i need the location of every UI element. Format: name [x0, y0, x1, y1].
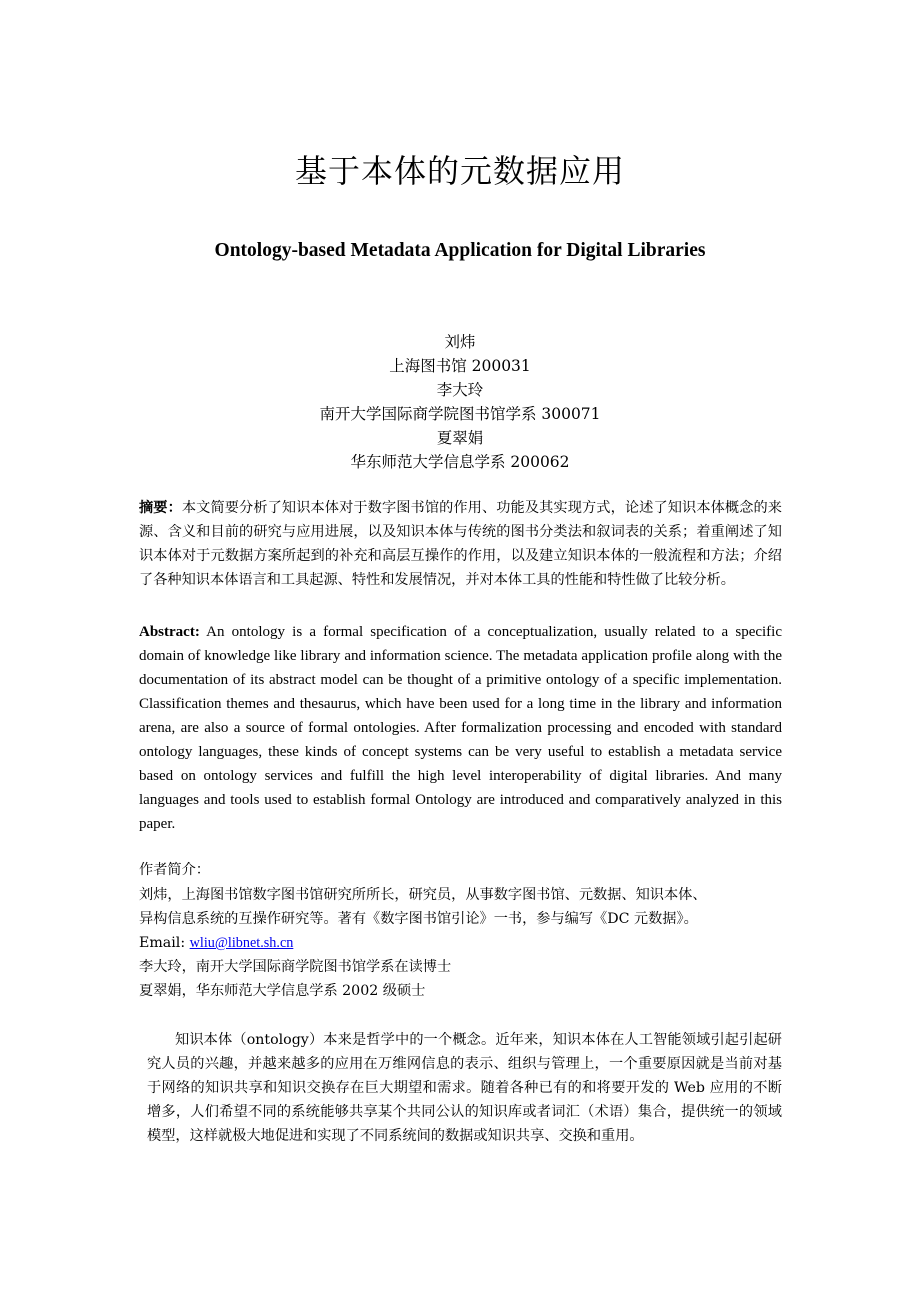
author-bio-line: 夏翠娟，华东师范大学信息学系 2002 级硕士 [139, 983, 426, 999]
author-name: 夏翠娟 [436, 429, 484, 447]
author-bio-line: 刘炜，上海图书馆数字图书馆研究所所长，研究员，从事数字图书馆、元数据、知识本体、 [139, 887, 707, 903]
author-bio-heading: 作者简介： [139, 862, 210, 878]
author-affiliation: 华东师范大学信息学系 200062 [350, 453, 570, 471]
email-link[interactable]: wliu@libnet.sh.cn [189, 935, 294, 951]
intro-paragraph: 知识本体（ontology）本来是哲学中的一个概念。近年来，知识本体在人工智能领域引起引起研究人员的兴趣，并越来越多的应用在万维网信息的表示、组织与管理上，一个重要原因就是当前对基于网络的知识共享和知识交换存在巨大期望和需求。随着各种已有的和将要开发的 Web 应用的不断增多，人们希望不同的系统能够共享某个共同公认的知识库或者词汇（术语）集合，提供统一的领域模型，这样就极大地促进和实现了不同系统间的数据或知识共享、交换和重用。 [147, 1032, 782, 1144]
abstract-english [139, 620, 782, 836]
abstract-chinese-text: 本文简要分析了知识本体对于数字图书馆的作用、功能及其实现方式，论述了知识本体概念的来源、含义和目前的研究与应用进展，以及知识本体与传统的图书分类法和叙词表的关系；着重阐述了知识本体对于元数据方案所起到的补充和高层互操作的作用，以及建立知识本体的一般流程和方法；介绍了各种知识本体语言和工具起源、特性和发展情况，并对本体工具的性能和特性做了比较分析。 [139, 500, 782, 588]
author-bio-section [139, 858, 782, 1003]
abstract-english-label: Abstract: [139, 624, 200, 640]
author-affiliation: 南开大学国际商学院图书馆学系 300071 [319, 405, 601, 423]
author-bio-line: 异构信息系统的互操作研究等。著有《数字图书馆引论》一书，参与编写《DC 元数据》。 [139, 911, 698, 927]
author-affiliations [0, 330, 920, 474]
author-bio-line: 李大玲，南开大学国际商学院图书馆学系在读博士 [139, 959, 452, 975]
paper-title-chinese: 基于本体的元数据应用 [294, 152, 625, 190]
author-name: 刘炜 [444, 333, 476, 351]
abstract-english-text: An ontology is a formal specification of a conceptualization, usually related to a specific domain of knowledge like library and information science. The metadata application profile along with the documentation of its abstract model can be thought of a primitive ontology of a specific implementation. Classification themes and thesaurus, which have been used for a long time in the library and information arena, are also a source of formal ontologies. After formalization processing and encoded with standard ontology languages, these kinds of concept systems can be very useful to establish a metadata service based on ontology services and fulfill the high level interoperability of digital libraries. And many languages and tools used to establish formal Ontology are introduced and comparatively analyzed in this paper. [139, 624, 782, 832]
abstract-chinese-label: 摘要： [139, 500, 182, 516]
abstract-chinese [139, 496, 782, 592]
author-email-line [139, 931, 782, 955]
author-affiliation: 上海图书馆 200031 [389, 357, 531, 375]
paper-title-english: Ontology-based Metadata Application for Digital Libraries [214, 240, 706, 261]
author-name: 李大玲 [436, 381, 484, 399]
email-label: Email: [139, 935, 190, 951]
